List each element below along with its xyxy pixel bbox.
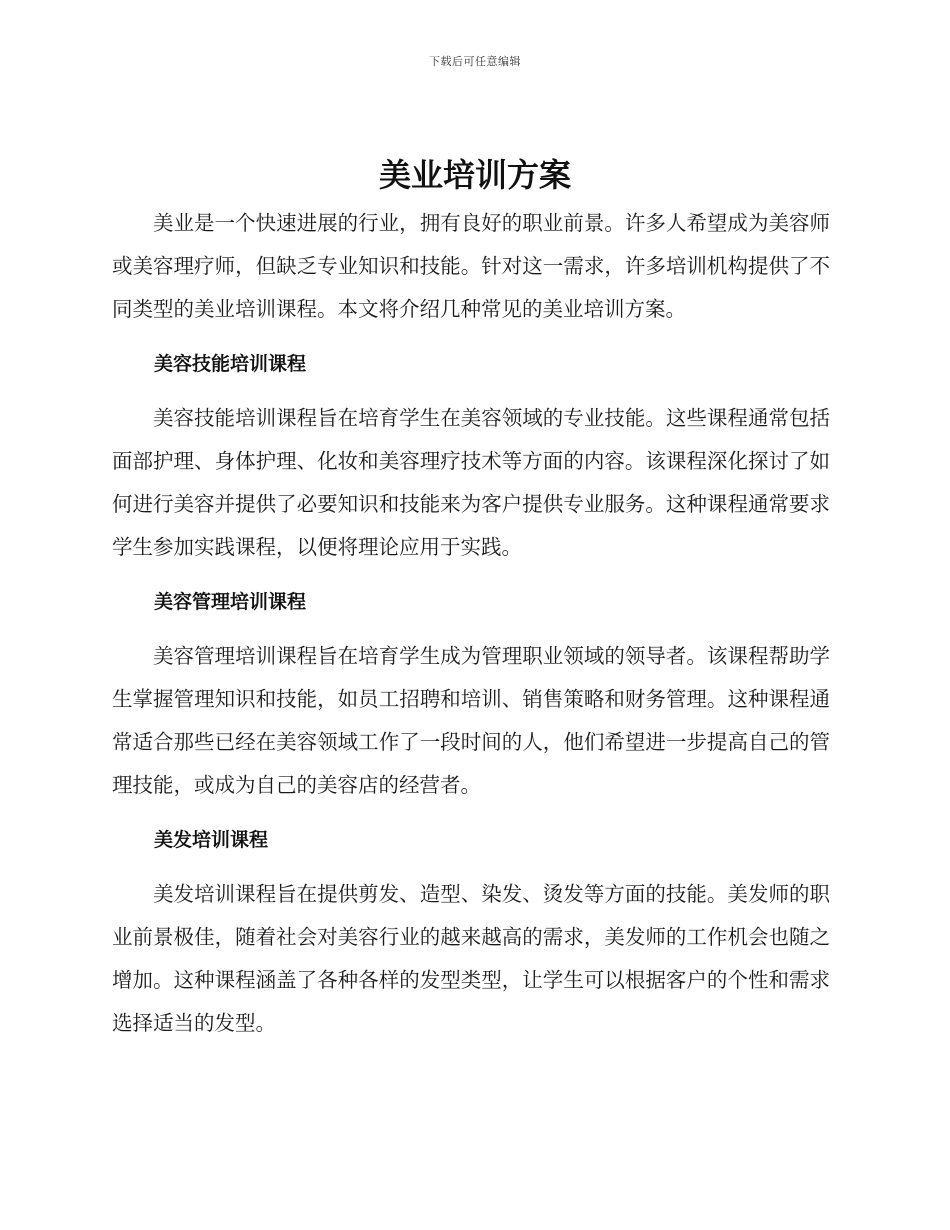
intro-paragraph: 美业是一个快速进展的行业，拥有良好的职业前景。许多人希望成为美容师或美容理疗师，但缺乏专业知识和技能。针对这一需求，许多培训机构提供了不同类型的美业培训课程。本文将介绍几种常见的美业培训方案。 bbox=[112, 211, 830, 321]
document-title: 美业培训方案 bbox=[378, 156, 571, 194]
document-body bbox=[112, 202, 830, 1045]
section-heading-beauty-management: 美容管理培训课程 bbox=[154, 591, 307, 613]
section-heading-hairdressing: 美发培训课程 bbox=[154, 829, 269, 851]
section-heading-beauty-skills: 美容技能培训课程 bbox=[154, 353, 307, 375]
section-body-beauty-management: 美容管理培训课程旨在培育学生成为管理职业领域的领导者。该课程帮助学生掌握管理知识和技能，如员工招聘和培训、销售策略和财务管理。这种课程通常适合那些已经在美容领域工作了一段时间的人，他们希望进一步提高自己的管理技能，或成为自己的美容店的经营者。 bbox=[112, 644, 830, 797]
header-note: 下载后可任意编辑 bbox=[429, 55, 521, 68]
section-body-beauty-skills: 美容技能培训课程旨在培育学生在美容领域的专业技能。这些课程通常包括面部护理、身体护理、化妆和美容理疗技术等方面的内容。该课程深化探讨了如何进行美容并提供了必要知识和技能来为客户提供专业服务。这种课程通常要求学生参加实践课程，以便将理论应用于实践。 bbox=[112, 406, 830, 559]
section-body-hairdressing: 美发培训课程旨在提供剪发、造型、染发、烫发等方面的技能。美发师的职业前景极佳，随着社会对美容行业的越来越高的需求，美发师的工作机会也随之增加。这种课程涵盖了各种各样的发型类型，让学生可以根据客户的个性和需求选择适当的发型。 bbox=[112, 882, 830, 1035]
